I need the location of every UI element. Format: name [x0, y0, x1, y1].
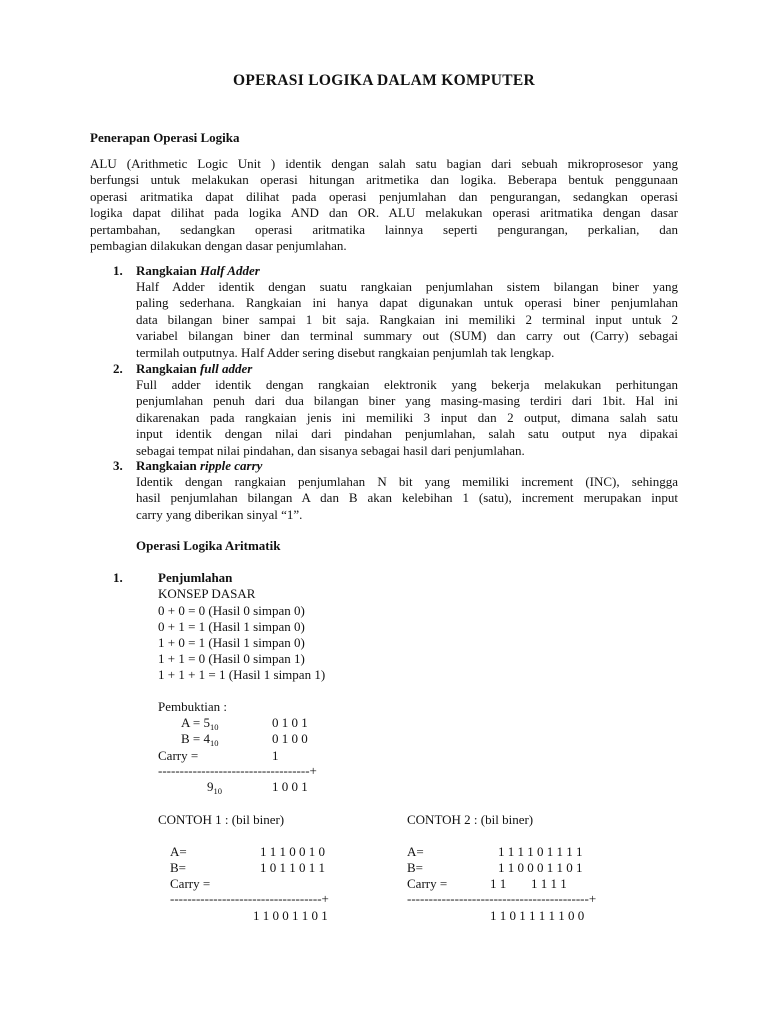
paragraph-line: pembagian dilakukan dengan dasar penjumlahan.	[90, 238, 347, 254]
list-heading-italic: ripple carry	[199, 458, 263, 473]
proof-a-text: A = 5	[181, 715, 211, 730]
example1-a-label: A=	[170, 844, 187, 859]
example2-rule: ------------------------------------------+	[407, 891, 597, 906]
example1-title: CONTOH 1 : (bil biner)	[158, 812, 285, 827]
example2-result: 1 1 0 1 1 1 1 1 0 0	[490, 908, 585, 923]
list-number: 1.	[113, 570, 123, 585]
paragraph-line: pertambahan, sedangkan operasi aritmatika lainnya seperti pengurangan, perkalian, dan	[90, 221, 678, 237]
proof-result-text: 9	[207, 779, 214, 794]
example1-a-bits: 1 1 1 0 0 1 0	[260, 844, 325, 859]
proof-label: Pembuktian :	[158, 699, 227, 714]
list-heading-plain: Rangkaian	[136, 361, 200, 376]
proof-b-text: B = 4	[181, 731, 211, 746]
list-number: 2.	[113, 361, 123, 376]
body-line: Identik dengan rangkaian penjumlahan N bit yang memiliki increment (INC), sehingga	[136, 474, 678, 489]
concept-line: 1 + 1 + 1 = 1 (Hasil 1 simpan 1)	[158, 667, 326, 682]
example2-b-bits: 1 1 0 0 0 1 1 0 1	[498, 860, 583, 875]
concept-title: KONSEP DASAR	[158, 586, 256, 601]
example2-a-label: A=	[407, 844, 424, 859]
concept-line: 0 + 1 = 1 (Hasil 1 simpan 0)	[158, 619, 305, 634]
example1-carry-label: Carry =	[170, 876, 211, 891]
proof-b-label	[181, 731, 219, 748]
section-heading-penerapan: Penerapan Operasi Logika	[90, 130, 240, 145]
list-heading-full-adder	[136, 361, 252, 377]
concept-line: 1 + 1 = 0 (Hasil 0 simpan 1)	[158, 651, 305, 666]
list-body-ripple-carry	[136, 474, 678, 523]
concept-line: 0 + 0 = 0 (Hasil 0 simpan 0)	[158, 603, 305, 618]
list-number: 3.	[113, 458, 123, 473]
proof-rule: -----------------------------------+	[158, 763, 317, 778]
body-line: carry yang diberikan sinyal “1”.	[136, 506, 303, 522]
list-number: 1.	[113, 263, 123, 278]
proof-carry-label: Carry =	[158, 748, 199, 763]
list-heading-ripple-carry	[136, 458, 262, 474]
body-line: penjumlahan penuh dari dua bilangan biner yang masing-masing terdiri dari 1bit. Hal ini	[136, 393, 678, 409]
example1-rule: -----------------------------------+	[170, 891, 329, 906]
example2-carry-value1: 1 1	[490, 876, 507, 891]
paragraph-line: operasi aritmatika dapat dilihat pada operasi penjumlahan dan pengurangan, sedangkan operasi	[90, 188, 678, 204]
example1-b-bits: 1 0 1 1 0 1 1	[260, 860, 325, 875]
example2-title: CONTOH 2 : (bil biner)	[407, 812, 534, 827]
proof-b-subscript: 10	[210, 738, 219, 748]
list-heading-italic: Half Adder	[199, 263, 260, 278]
proof-result-label	[207, 779, 222, 796]
example2-carry-label: Carry =	[407, 876, 448, 891]
concept-line: 1 + 0 = 1 (Hasil 1 simpan 0)	[158, 635, 305, 650]
list-heading-italic: full adder	[199, 361, 253, 376]
proof-b-bits: 0 1 0 0	[272, 731, 308, 746]
body-line: dikarenakan pada rangkaian jenis ini memiliki 3 input dan 2 output, dimana salah satu	[136, 409, 678, 425]
paragraph-line: ALU (Arithmetic Logic Unit ) identik dengan salah satu bagian dari sebuah mikroprosesor yang	[90, 156, 678, 171]
proof-carry-value: 1	[272, 748, 279, 763]
proof-a-label	[181, 715, 219, 732]
example2-a-bits: 1 1 1 1 0 1 1 1 1	[498, 844, 583, 859]
body-line: Full adder identik dengan rangkaian elektronik yang bekerja melakukan perhitungan	[136, 377, 678, 392]
proof-a-subscript: 10	[210, 722, 219, 732]
example1-result: 1 1 0 0 1 1 0 1	[253, 908, 328, 923]
paragraph-line: logika dapat dilihat pada logika AND dan OR. ALU melakukan operasi aritmatika dengan dasar	[90, 205, 678, 221]
body-line: Half Adder identik dengan suatu rangkaian penjumlahan sistem bilangan biner yang	[136, 279, 678, 294]
list-body-half-adder	[136, 279, 678, 361]
list-heading-plain: Rangkaian	[136, 458, 200, 473]
body-line: input identik dengan nilai dari pindahan penjumlahan, salah satu output nya dipakai	[136, 426, 678, 442]
penjumlahan-heading: Penjumlahan	[158, 570, 233, 585]
list-heading-plain: Rangkaian	[136, 263, 200, 278]
body-line: paling sederhana. Rangkaian ini hanya dapat digunakan untuk operasi biner penjumlahan	[136, 295, 678, 311]
example2-carry-value2: 1 1 1 1	[531, 876, 567, 891]
list-heading-half-adder	[136, 263, 260, 279]
proof-result-bits: 1 0 0 1	[272, 779, 308, 794]
body-line: data bilangan biner sampai 1 bit saja. Rangkaian ini memiliki 2 terminal input untuk 2	[136, 311, 678, 327]
body-line: variabel bilangan biner dan terminal summary out (SUM) dan carry out (Carry) sebagai	[136, 328, 678, 344]
intro-paragraph	[90, 156, 678, 254]
example2-b-label: B=	[407, 860, 424, 875]
body-line: hasil penjumlahan bilangan A dan B akan kelebihan 1 (satu), increment merupakan input	[136, 490, 678, 506]
list-body-full-adder	[136, 377, 678, 459]
proof-a-bits: 0 1 0 1	[272, 715, 308, 730]
body-line: termilah outputnya. Half Adder sering disebut rangkaian penjumlah tak lengkap.	[136, 344, 555, 360]
page-title: OPERASI LOGIKA DALAM KOMPUTER	[233, 72, 535, 89]
example1-b-label: B=	[170, 860, 187, 875]
section-heading-aritmatik: Operasi Logika Aritmatik	[136, 538, 281, 553]
proof-result-subscript: 10	[213, 786, 222, 796]
body-line: sebagai tempat nilai pindahan, dan sisanya sebagai hasil dari penjumlahan.	[136, 442, 525, 458]
paragraph-line: berfungsi untuk melakukan operasi hitungan aritmetika dan logika. Beberapa bentuk penggunaan	[90, 172, 678, 188]
